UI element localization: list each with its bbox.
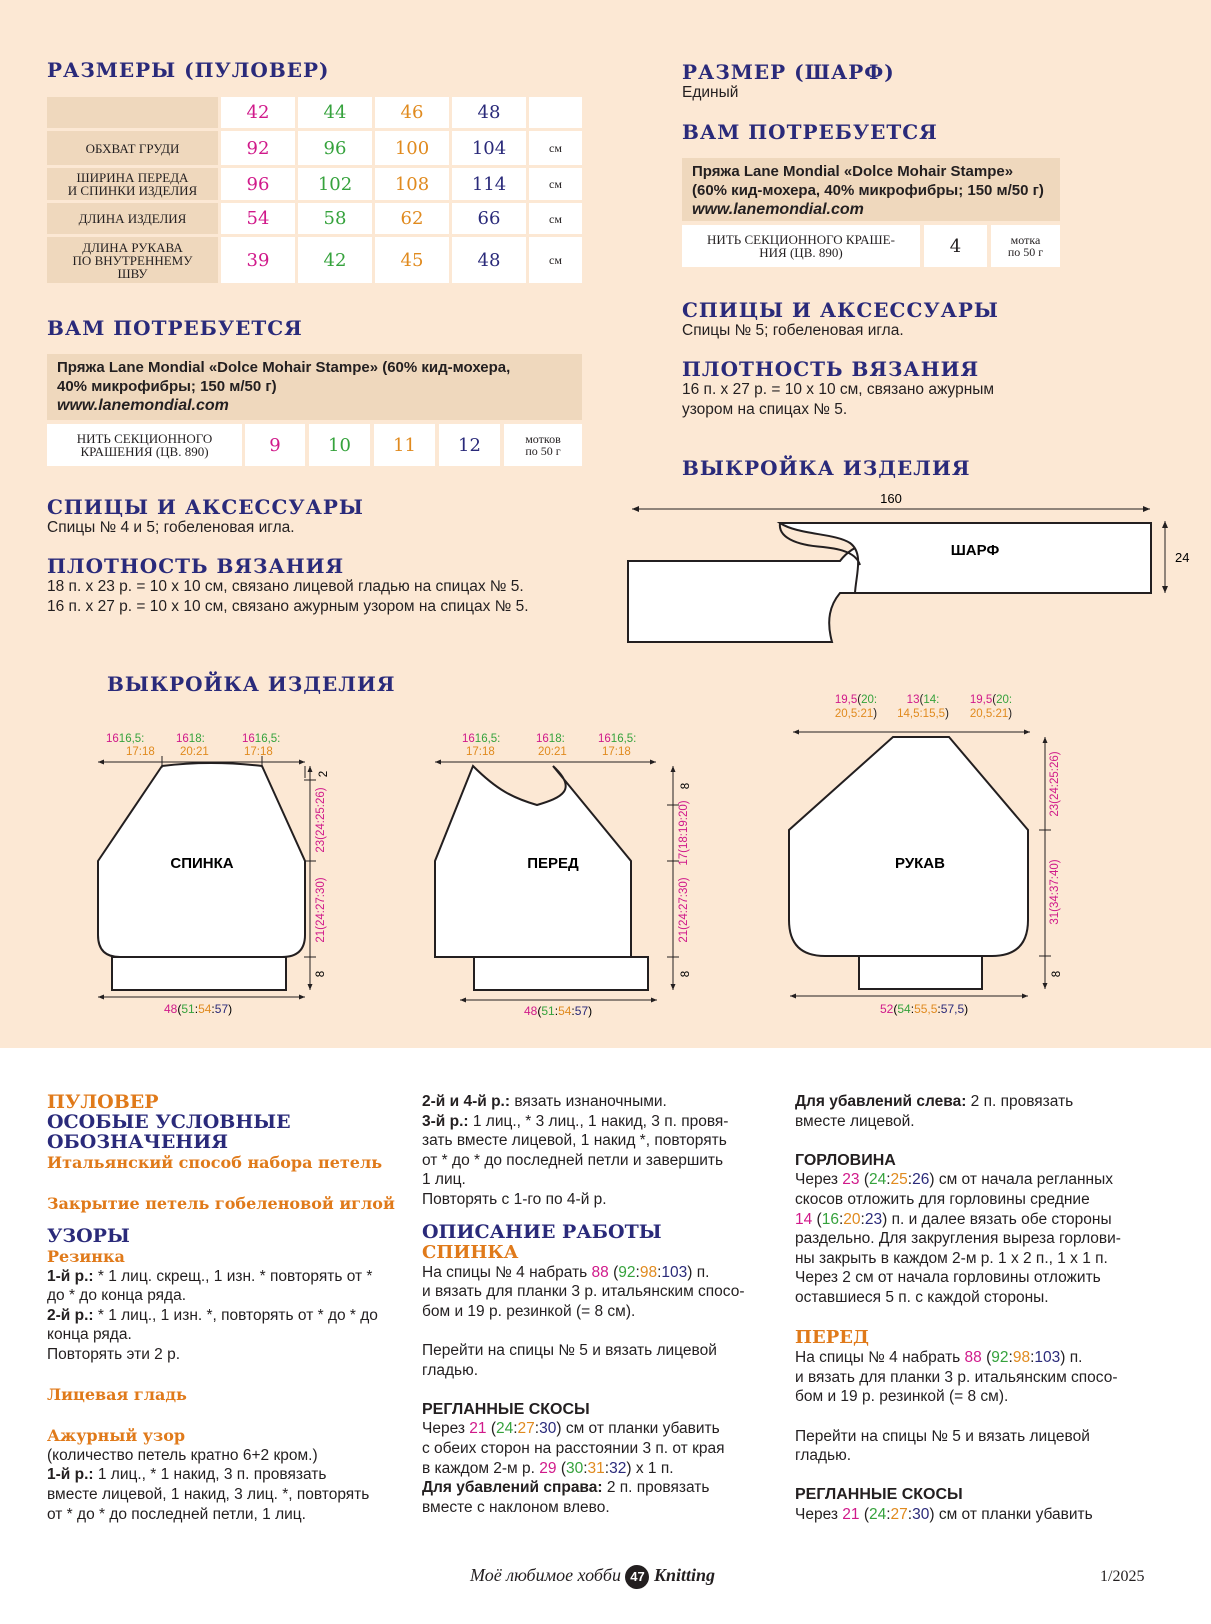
front-name: ПЕРЕД	[527, 855, 579, 872]
back-top-2-b: 18:	[188, 733, 205, 745]
size-header-2: 44	[298, 97, 372, 128]
neck-sts-2: 16	[821, 1210, 839, 1228]
back-top-2-a: 16	[176, 733, 189, 745]
lace-note: (количество петель кратно 6+2 кром.)	[47, 1446, 318, 1464]
back-right-2: 23(24:25:26)	[315, 787, 327, 853]
back-heading: СПИНКА	[422, 1241, 519, 1263]
neck-sts-3: 20	[843, 1210, 861, 1228]
raglan-text-3: в каждом 2-м р. 29 (30:31:32) x 1 п.	[422, 1459, 674, 1477]
sleeve-top-label-2: 13(14: 14,5:15,5)	[897, 694, 949, 720]
legend-heading-1: ОСОБЫЕ УСЛОВНЫЕ	[47, 1111, 291, 1133]
sleeve-value-1: 39	[221, 237, 295, 283]
neck-heading: ГОРЛОВИНА	[795, 1151, 896, 1169]
footer-issue: 1/2025	[1100, 1568, 1145, 1585]
front-raglan-text-1-z: см от планки убавить	[934, 1505, 1093, 1523]
sweater-schematics	[90, 720, 1063, 1020]
front-text-4: Перейти на спицы № 5 и вязать лицевой	[795, 1427, 1090, 1445]
sleeve-top-2-c: 14,5:15,5	[897, 708, 946, 720]
back-top-1	[106, 733, 144, 745]
scarf-skeins-unit-line-1: мотка	[1010, 233, 1041, 247]
front-top-1-b: 16,5:	[474, 733, 501, 745]
sleeve-top-label-1: 19,5(20: 20,5:21)	[834, 694, 878, 720]
sleeve-band	[859, 956, 982, 989]
scarf-yarn-url: www.lanemondial.com	[692, 201, 864, 218]
lace-row-3-label: 3-й р.:	[422, 1112, 469, 1130]
scarf-skeins-unit	[991, 225, 1060, 267]
neck-text-4: раздельно. Для закругления выреза горлови-	[795, 1230, 1121, 1248]
back-bottom-c: 54	[198, 1002, 212, 1016]
front-raglan-text-1-a: Через	[795, 1505, 843, 1523]
lace-row-1	[47, 1465, 407, 1485]
sleeve-bottom-c: 55,5	[914, 1002, 938, 1016]
back-top-1-b: 16,5:	[118, 733, 145, 745]
back-text-2: и вязать для планки 3 р. итальянским спосо-	[422, 1283, 745, 1301]
back-top-3-a: 16	[242, 733, 255, 745]
neck-text-3: 14 (16:20:23) п. и далее вязать обе стороны	[795, 1210, 1112, 1228]
raglan-heading: РЕГЛАННЫЕ СКОСЫ	[422, 1400, 590, 1418]
sleeve-top-2-b: 14:	[923, 694, 940, 706]
front-cast-on-2: 92	[991, 1349, 1009, 1367]
scarf-yarn-label-line-2: НИЯ (ЦВ. 890)	[759, 245, 843, 260]
rib-heading: Резинка	[47, 1246, 125, 1266]
front-top-3-a: 16	[598, 733, 611, 745]
size-header-4: 48	[452, 97, 526, 128]
sleeve-top-1-a: 19,5	[834, 694, 858, 706]
sleeve-unit: см	[529, 237, 582, 283]
skeins-value-4: 12	[439, 424, 500, 466]
front-bottom: 48(51:54:57)	[524, 1004, 593, 1018]
sleeve-right-2: 31(34:37:40)	[1049, 859, 1061, 925]
sleeve-bottom-a: 52	[880, 1002, 894, 1016]
left-decrease	[795, 1092, 1175, 1112]
raglan-rows-4: 32	[609, 1459, 627, 1477]
neck-cm-1: 23	[842, 1171, 860, 1189]
front-top-3-c: 17:18	[602, 746, 631, 758]
text-column-3	[795, 1092, 1175, 1524]
width-label-line-2: И СПИНКИ ИЗДЕЛИЯ	[67, 183, 198, 198]
neck-text-1-z: см от начала регланных	[934, 1171, 1113, 1189]
rib-row-2-cont: конца ряда.	[47, 1326, 132, 1344]
footer-brand: Knitting	[653, 1565, 716, 1586]
bust-unit: см	[529, 131, 582, 165]
back-top-3-b: 16,5:	[254, 733, 281, 745]
back-top-2	[176, 733, 205, 745]
raglan-rows-2: 30	[565, 1459, 584, 1477]
sweater-sizes-title: РАЗМЕРЫ (ПУЛОВЕР)	[47, 58, 330, 82]
sleeve-label-line-2: ПО ВНУТРЕННЕМУ	[72, 252, 193, 268]
scarf-needs-title: ВАМ ПОТРЕБУЕТСЯ	[682, 120, 938, 144]
width-value-1: 96	[221, 168, 295, 200]
front-raglan-cm-3: 27	[890, 1505, 908, 1523]
length-value-3: 62	[375, 203, 449, 234]
sweater-gauge-line-2: 16 п. x 27 р. = 10 x 10 см, связано ажурным узором на спицах № 5.	[47, 598, 529, 615]
front-top-1-c: 17:18	[466, 746, 495, 758]
front-bottom-a: 48	[524, 1004, 538, 1018]
rib-row-1	[47, 1267, 407, 1287]
italian-method: Итальянский способ набора петель	[47, 1153, 383, 1172]
front-raglan-cm-1: 21	[842, 1505, 860, 1523]
neck-cm-2: 24	[868, 1171, 887, 1189]
back-text-4: Перейти на спицы № 5 и вязать лицевой	[422, 1341, 717, 1359]
back-right-3: 21(24:27:30)	[315, 877, 327, 943]
sweater-needles-title: СПИЦЫ И АКСЕССУАРЫ	[47, 495, 364, 519]
width-value-2: 102	[298, 168, 372, 200]
raglan-text-1-a: Через	[422, 1420, 470, 1438]
back-bottom: 48(51:54:57)	[164, 1002, 233, 1016]
neck-cm-3: 25	[890, 1171, 908, 1189]
neck-text-7: оставшиеся 5 п. с каждой стороны.	[795, 1288, 1049, 1306]
front-right-1: 8	[680, 782, 692, 790]
front-bottom-b: 51	[541, 1004, 555, 1018]
footer-magazine	[470, 1565, 715, 1589]
front-top-2-b: 18:	[548, 733, 565, 745]
front-raglan-text-1: Через 21 (24:27:30) см от планки убавить	[795, 1505, 1093, 1523]
right-decrease	[422, 1478, 782, 1498]
scarf-yarn-label	[682, 225, 920, 267]
front-top-2	[536, 733, 565, 745]
front-right-2: 17(18:19:20)	[678, 800, 690, 866]
sweater-yarn-line-1: Пряжа Lane Mondial «Dolce Mohair Stampe» (60% кид-мохера,	[57, 359, 511, 376]
sweater-needs-title: ВАМ ПОТРЕБУЕТСЯ	[47, 316, 303, 340]
rib-repeat: Повторять эти 2 р.	[47, 1345, 181, 1363]
back-text-3: бом и 19 р. резинкой (= 8 см).	[422, 1302, 636, 1320]
width-value-4: 114	[452, 168, 526, 200]
lace-row-3-cont: зать вместе лицевой, 1 накид *, повторять	[422, 1132, 727, 1150]
lace-row-3-cont2: от * до * до последней петли и завершить	[422, 1151, 724, 1169]
back-text-1: На спицы № 4 набрать 88 (92:98:103) п.	[422, 1263, 710, 1281]
length-unit: см	[529, 203, 582, 234]
stockinette-heading: Лицевая гладь	[47, 1385, 187, 1405]
sleeve-bottom-b: 54	[897, 1002, 911, 1016]
back-bottom-d: 57	[214, 1002, 229, 1016]
front-bottom-d: 57	[574, 1004, 589, 1018]
size-header-1: 42	[221, 97, 295, 128]
scarf-width-label: 160	[880, 491, 902, 506]
sleeve-top-label-3: 19,5(20: 20,5:21)	[969, 694, 1013, 720]
front-top-1-a: 16	[462, 733, 475, 745]
front-piece	[435, 733, 692, 1018]
raglan-text-1-z: см от планки убавить	[561, 1420, 720, 1438]
left-decrease-text: 2 п. провязать	[966, 1093, 1074, 1110]
front-right-4: 8	[680, 970, 692, 978]
sweater-yarn-label	[47, 424, 242, 466]
front-text-1-z: п.	[1065, 1349, 1083, 1367]
skeins-value-3: 11	[374, 424, 435, 466]
sleeve-value-4: 48	[452, 237, 526, 283]
footer-page-badge	[625, 1565, 649, 1589]
skeins-unit-line-2: по 50 г	[525, 444, 561, 458]
neck-text-2: скосов отложить для горловины средние	[795, 1190, 1090, 1208]
back-cast-on-3: 98	[639, 1263, 658, 1281]
front-raglan-heading: РЕГЛАННЫЕ СКОСЫ	[795, 1486, 963, 1504]
front-bottom-c: 54	[558, 1004, 572, 1018]
bust-value-4: 104	[452, 131, 526, 165]
raglan-cm-2: 24	[495, 1420, 514, 1438]
raglan-text-2: с обеих сторон на расстоянии 3 п. от края	[422, 1439, 725, 1457]
front-text-3: бом и 19 р. резинкой (= 8 см).	[795, 1388, 1009, 1406]
scarf-yarn-box	[682, 158, 1060, 221]
sleeve-top-1-c: 20,5:21	[834, 708, 874, 720]
sleeve-top-2-a: 13	[906, 694, 920, 706]
scarf-name: ШАРФ	[950, 542, 1000, 559]
width-unit: см	[529, 168, 582, 200]
right-decrease-text: 2 п. провязать	[602, 1479, 710, 1497]
neck-cm-4: 26	[912, 1171, 930, 1189]
back-name: СПИНКА	[170, 855, 234, 872]
sweater-yarn-box	[47, 354, 582, 420]
back-bottom-b: 51	[181, 1002, 195, 1016]
sleeve-right-3: 8	[1051, 970, 1063, 978]
lace-repeat: Повторять с 1-го по 4-й р.	[422, 1190, 607, 1208]
front-band	[474, 957, 648, 990]
sweater-yarn-url: www.lanemondial.com	[57, 397, 229, 414]
sleeve-piece	[789, 732, 1063, 1016]
neck-text-1: Через 23 (24:25:26) см от начала регланных	[795, 1171, 1113, 1189]
row-label-bust: ОБХВАТ ГРУДИ	[47, 131, 218, 165]
bust-value-3: 100	[375, 131, 449, 165]
lace-row-1-cont2: от * до * до последней петли, 1 лиц.	[47, 1505, 306, 1523]
left-decrease-cont: вместе лицевой.	[795, 1112, 915, 1130]
size-table-corner	[47, 97, 218, 128]
front-text-1-a: На спицы № 4 набрать	[795, 1349, 965, 1367]
sleeve-right-1: 23(24:25:26)	[1049, 751, 1061, 817]
length-value-4: 66	[452, 203, 526, 234]
lace-row-24	[422, 1092, 782, 1112]
bust-value-2: 96	[298, 131, 372, 165]
scarf-needles-title: СПИЦЫ И АКСЕССУАРЫ	[682, 298, 999, 322]
patterns-heading: УЗОРЫ	[47, 1224, 130, 1247]
sweater-pattern-title: ВЫКРОЙКА ИЗДЕЛИЯ	[107, 672, 396, 696]
row-label-length: ДЛИНА ИЗДЕЛИЯ	[47, 203, 218, 234]
skeins-unit	[504, 424, 582, 466]
front-text-5: гладью.	[795, 1447, 852, 1465]
sleeve-body	[789, 737, 1028, 956]
neck-text-3-z: п. и далее вязать обе стороны	[887, 1210, 1112, 1228]
scarf-skeins-value: 4	[924, 225, 987, 267]
back-right-4: 8	[315, 970, 327, 978]
sweater-yarn-label-line-1: НИТЬ СЕКЦИОННОГО	[76, 431, 213, 446]
neck-sts-4: 23	[864, 1210, 883, 1228]
neck-text-5: ны закрыть в каждом 2-м р. 1 x 2 п., 1 x 1 п.	[795, 1249, 1108, 1267]
right-decrease-label: Для убавлений справа:	[422, 1479, 603, 1497]
scarf-size-value: Единый	[682, 84, 739, 101]
rib-row-2	[47, 1306, 407, 1326]
raglan-rows-1: 29	[539, 1459, 557, 1477]
front-cast-on-3: 98	[1012, 1349, 1031, 1367]
sleeve-top-3-b: 20:	[996, 694, 1013, 706]
back-bottom-a: 48	[164, 1002, 178, 1016]
skeins-unit-line-1: мотков	[525, 432, 561, 446]
back-top-1-c: 17:18	[126, 746, 155, 758]
scarf-size-title: РАЗМЕР (ШАРФ)	[682, 60, 895, 84]
front-cast-on-1: 88	[964, 1349, 982, 1367]
scarf-height-label: 24	[1175, 550, 1190, 565]
sweater-yarn-line-2: 40% микрофибры; 150 м/50 г)	[57, 378, 277, 395]
back-band	[112, 957, 286, 990]
rib-row-2-text: * 1 лиц., 1 изн. *, повторять от * до * до	[93, 1306, 378, 1324]
legend-heading-2: ОБОЗНАЧЕНИЯ	[47, 1131, 228, 1153]
sleeve-label-line-3: ШВУ	[117, 265, 148, 281]
back-top-3	[242, 733, 280, 745]
front-cast-on-4: 103	[1034, 1349, 1061, 1367]
neck-sts-1: 14	[795, 1210, 813, 1228]
front-top-2-a: 16	[536, 733, 549, 745]
lace-heading: Ажурный узор	[47, 1425, 186, 1445]
scarf-needles-text: Спицы № 5; гобеленовая игла.	[682, 322, 904, 339]
text-column-2	[422, 1092, 782, 1517]
rib-row-1-cont: до * до конца ряда.	[47, 1287, 187, 1305]
raglan-rows-3: 31	[587, 1459, 605, 1477]
sleeve-top-3-a: 19,5	[969, 694, 993, 706]
sleeve-top-3-c: 20,5:21	[969, 708, 1009, 720]
row-label-sleeve	[47, 237, 218, 283]
front-top-3	[598, 733, 636, 745]
footer-page-number: 47	[630, 1569, 645, 1584]
lace-row-24-label: 2-й и 4-й р.:	[422, 1093, 511, 1110]
scarf-schematic	[620, 485, 1190, 645]
scarf-yarn-line-1: Пряжа Lane Mondial «Dolce Mohair Stampe»	[692, 163, 1014, 180]
row-label-width	[47, 168, 218, 200]
scarf-yarn-label-line-1: НИТЬ СЕКЦИОННОГО КРАШЕ-	[707, 232, 895, 247]
length-value-2: 58	[298, 203, 372, 234]
raglan-cm-4: 30	[539, 1420, 557, 1438]
rib-row-1-text: * 1 лиц. скрещ., 1 изн. * повторять от *	[93, 1267, 373, 1285]
lace-row-3-cont3: 1 лиц.	[422, 1171, 466, 1189]
raglan-text-1: Через 21 (24:27:30) см от планки убавить	[422, 1420, 720, 1438]
raglan-cm-3: 27	[517, 1420, 535, 1438]
back-right-1: 2	[318, 770, 330, 778]
lace-row-3-text: 1 лиц., * 3 лиц., 1 накид, 3 п. провя-	[468, 1112, 729, 1130]
width-label-line-1: ШИРИНА ПЕРЕДА	[76, 170, 189, 185]
back-text-1-z: п.	[692, 1263, 710, 1281]
lace-row-1-text: 1 лиц., * 1 накид, 3 п. провязать	[93, 1466, 327, 1484]
scarf-pattern-title: ВЫКРОЙКА ИЗДЕЛИЯ	[682, 456, 971, 480]
sleeve-name: РУКАВ	[895, 855, 945, 872]
lace-row-3	[422, 1112, 782, 1132]
back-text-1-a: На спицы № 4 набрать	[422, 1263, 592, 1281]
scarf-skeins-unit-line-2: по 50 г	[1007, 245, 1044, 259]
sleeve-bottom-d: 57,5	[940, 1002, 965, 1016]
lace-row-24-text: вязать изнаночными.	[510, 1093, 667, 1110]
sleeve-bottom: 52(54:55,5:57,5)	[880, 1002, 969, 1016]
neck-text-6: Через 2 см от начала горловины отложить	[795, 1269, 1101, 1287]
back-top-3-c: 17:18	[244, 746, 273, 758]
back-text-5: гладью.	[422, 1361, 479, 1379]
back-cast-on-1: 88	[591, 1263, 609, 1281]
scarf-gauge-line-1: 16 п. x 27 р. = 10 x 10 см, связано ажурным	[682, 381, 995, 398]
length-value-1: 54	[221, 203, 295, 234]
back-top-1-a: 16	[106, 733, 119, 745]
front-right-3: 21(24:27:30)	[678, 877, 690, 943]
right-decrease-cont: вместе с наклоном влево.	[422, 1498, 610, 1516]
front-raglan-cm-2: 24	[868, 1505, 887, 1523]
front-heading: ПЕРЕД	[795, 1327, 869, 1349]
rib-row-1-label: 1-й р.:	[47, 1267, 94, 1285]
back-piece	[98, 733, 330, 1016]
lace-row-1-label: 1-й р.:	[47, 1466, 94, 1484]
rib-row-2-label: 2-й р.:	[47, 1306, 94, 1324]
text-column-1	[47, 1092, 407, 1524]
front-text-1: На спицы № 4 набрать 88 (92:98:103) п.	[795, 1349, 1083, 1367]
scarf-yarn-line-2: (60% кид-мохера, 40% микрофибры; 150 м/50 г)	[692, 182, 1044, 199]
scarf-gauge-title: ПЛОТНОСТЬ ВЯЗАНИЯ	[682, 357, 980, 381]
footer-magazine-name: Моё любимое хобби	[470, 1565, 621, 1586]
back-cast-on-4: 103	[661, 1263, 688, 1281]
left-decrease-label: Для убавлений слева:	[795, 1093, 967, 1110]
sweater-heading: ПУЛОВЕР	[47, 1091, 159, 1113]
neck-text-1-a: Через	[795, 1171, 843, 1189]
skeins-value-1: 9	[245, 424, 305, 466]
sleeve-top-1-b: 20:	[861, 694, 878, 706]
sleeve-label-line-1: ДЛИНА РУКАВА	[82, 239, 183, 255]
sweater-gauge-line-1: 18 п. x 23 р. = 10 x 10 см, связано лицевой гладью на спицах № 5.	[47, 578, 524, 595]
back-cast-on-2: 92	[618, 1263, 636, 1281]
front-top-1	[462, 733, 500, 745]
sweater-gauge-title: ПЛОТНОСТЬ ВЯЗАНИЯ	[47, 554, 345, 578]
front-text-2: и вязать для планки 3 р. итальянским спосо-	[795, 1368, 1118, 1386]
skeins-value-2: 10	[309, 424, 370, 466]
sweater-yarn-label-line-2: КРАШЕНИЯ (ЦВ. 890)	[80, 444, 209, 459]
sleeve-value-3: 45	[375, 237, 449, 283]
raglan-cm-1: 21	[469, 1420, 487, 1438]
lace-row-1-cont: вместе лицевой, 1 накид, 3 лиц. *, повторять	[47, 1485, 370, 1503]
size-header-3: 46	[375, 97, 449, 128]
sweater-needles-text: Спицы № 4 и 5; гобеленовая игла.	[47, 519, 295, 536]
scarf-gauge-line-2: узором на спицах № 5.	[682, 401, 848, 418]
width-value-3: 108	[375, 168, 449, 200]
size-header-unit	[529, 97, 582, 128]
raglan-text-3-a: в каждом 2-м р.	[422, 1459, 540, 1477]
work-description-heading: ОПИСАНИЕ РАБОТЫ	[422, 1220, 662, 1243]
front-raglan-cm-4: 30	[912, 1505, 930, 1523]
scarf-front-fold	[628, 543, 870, 642]
front-top-2-c: 20:21	[538, 746, 567, 758]
bust-value-1: 92	[221, 131, 295, 165]
front-top-3-b: 16,5:	[610, 733, 637, 745]
sleeve-value-2: 42	[298, 237, 372, 283]
raglan-text-3-z: x 1 п.	[631, 1459, 674, 1477]
tapestry-bindoff: Закрытие петель гобеленовой иглой	[47, 1193, 395, 1213]
back-top-2-c: 20:21	[180, 746, 209, 758]
